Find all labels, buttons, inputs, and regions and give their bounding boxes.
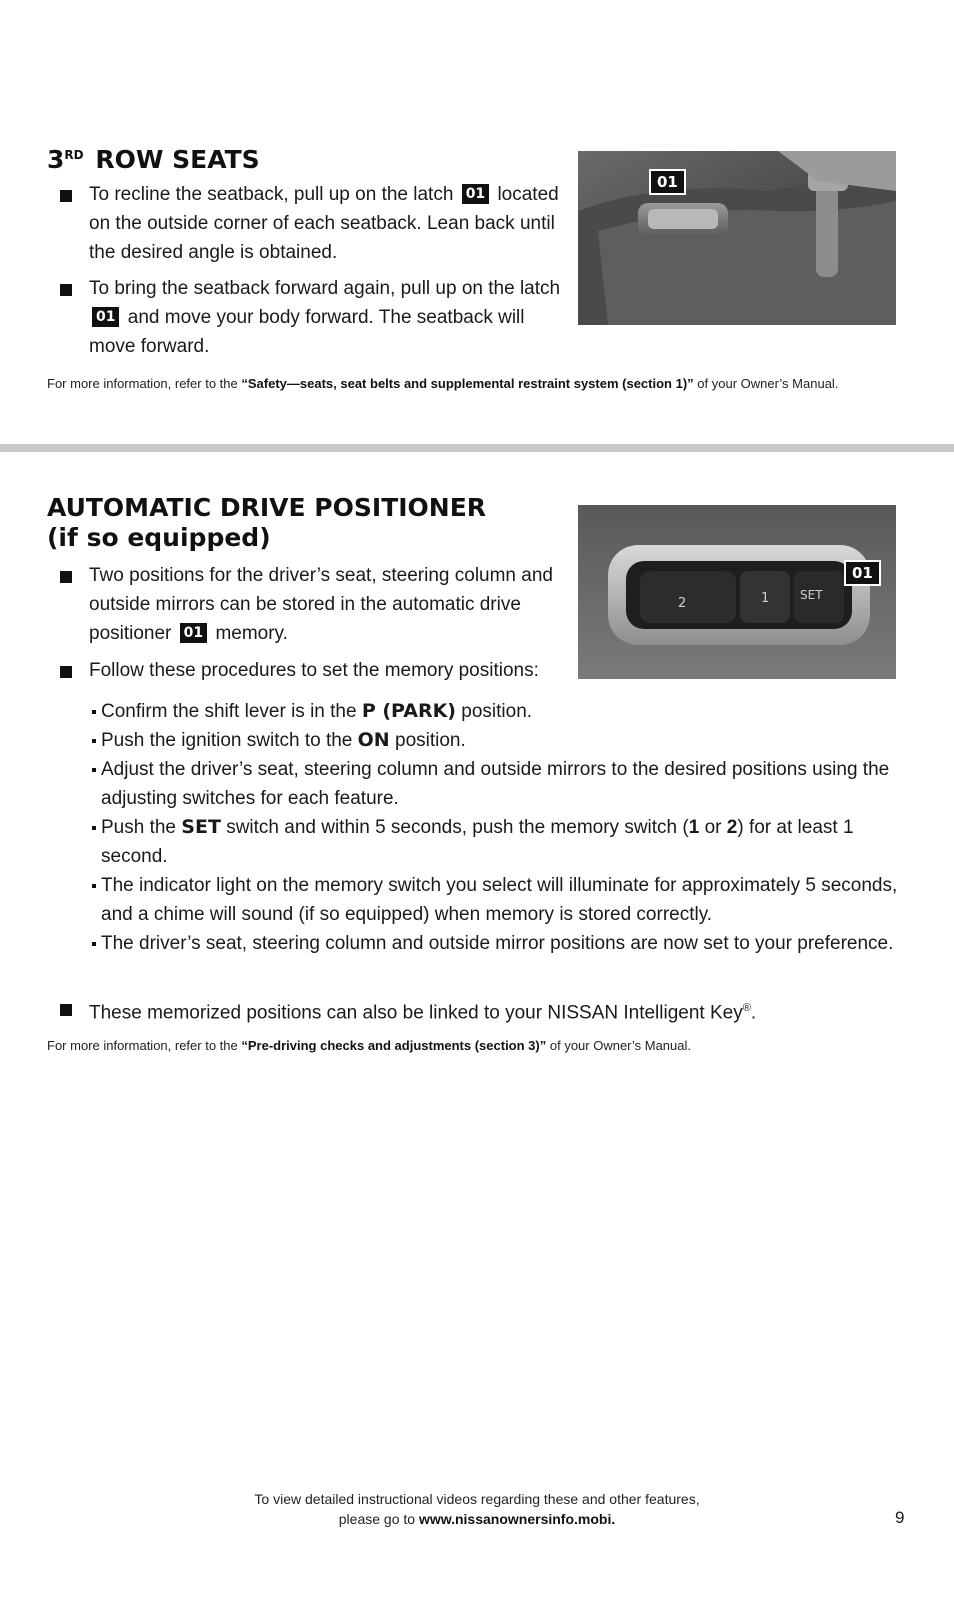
procedure-step	[47, 813, 907, 871]
section2-reference-note	[47, 1037, 897, 1055]
title-rest: ROW SEATS	[95, 145, 260, 174]
procedure-step	[47, 871, 907, 929]
memory-button-2: 2	[678, 596, 687, 611]
registered-mark: ®	[742, 1002, 751, 1014]
sub-bullet	[92, 826, 96, 830]
memory-switch-illustration	[578, 505, 896, 679]
callout-badge: 01	[92, 307, 119, 327]
bullet-square	[60, 284, 72, 296]
list-item	[47, 994, 907, 1027]
footer-line	[177, 1509, 777, 1529]
bullet-square	[60, 571, 72, 583]
sub-bullet	[92, 884, 96, 888]
page-number: 9	[895, 1508, 905, 1527]
footer-website-link[interactable]: www.nissanownersinfo.mobi.	[418, 1511, 616, 1527]
title-line: AUTOMATIC DRIVE POSITIONER	[47, 493, 487, 522]
step-bold: ON	[357, 729, 390, 751]
step-text: The indicator light on the memory switch you select will illuminate for approximately 5 seconds, and a chime will sound (if so equipped) when memory is stored correctly.	[101, 875, 898, 925]
list-item	[47, 656, 557, 685]
procedure-step	[47, 929, 907, 958]
title-superscript: RD	[64, 148, 84, 162]
step-text: position.	[461, 701, 533, 722]
note-text: For more information, refer to the	[47, 1038, 238, 1053]
photo-callout-01: 01	[844, 560, 881, 586]
title-line: (if so equipped)	[47, 523, 271, 552]
step-text: Confirm the shift lever is in the	[101, 701, 357, 722]
step-bold: SET	[181, 816, 221, 838]
seat-latch-illustration	[578, 151, 896, 325]
memory-button-1: 1	[761, 591, 770, 606]
memory-button-set: SET	[800, 588, 823, 602]
section-title-automatic-drive-positioner	[47, 493, 486, 553]
bullet-text: .	[750, 1002, 757, 1024]
step-text: switch and within 5 seconds, push the memory switch (	[226, 817, 689, 838]
step-text: Push the ignition switch to the	[101, 730, 353, 751]
procedure-sub-list	[47, 697, 907, 958]
section-divider	[0, 444, 954, 452]
step-bold: P (PARK)	[361, 700, 456, 722]
memory-switch-photo	[578, 505, 896, 679]
note-reference: “Pre-driving checks and adjustments (section 3)”	[241, 1038, 547, 1053]
bullet-text: located on the outside corner of each seatback. Lean back until the desired angle is obtained.	[89, 184, 559, 263]
sub-bullet	[92, 942, 96, 946]
section1-reference-note	[47, 375, 897, 393]
list-item	[47, 274, 567, 361]
title-number: 3	[47, 145, 65, 174]
step-bold: 2	[726, 817, 738, 838]
section-title-3rd-row-seats	[47, 140, 260, 175]
sub-bullet	[92, 739, 96, 743]
step-text: or	[704, 817, 722, 838]
bullet-text: These memorized positions can also be linked to your NISSAN Intelligent Key	[89, 1002, 743, 1024]
bullet-text: Follow these procedures to set the memory positions:	[89, 660, 539, 681]
bullet-text: Two positions for the driver’s seat, steering column and outside mirrors can be stored in the automatic drive positioner	[89, 565, 553, 644]
list-item	[47, 180, 567, 267]
note-text: of your Owner’s Manual.	[549, 1038, 691, 1053]
footer-note	[177, 1489, 777, 1529]
callout-badge: 01	[180, 623, 207, 643]
section2-final-bullet	[47, 994, 907, 1027]
photo-callout-01: 01	[649, 169, 686, 195]
footer-line: To view detailed instructional videos regarding these and other features,	[254, 1491, 700, 1507]
seat-latch-photo	[578, 151, 896, 325]
list-item	[47, 561, 557, 648]
section1-bullet-list	[47, 180, 567, 361]
footer-text: please go to	[338, 1511, 416, 1527]
sub-bullet	[92, 710, 96, 714]
procedure-step	[47, 755, 907, 813]
note-text: For more information, refer to the	[47, 376, 238, 391]
section2-bullet-list	[47, 561, 557, 685]
note-reference: “Safety—seats, seat belts and supplemental restraint system (section 1)”	[241, 376, 694, 391]
step-bold: 1	[688, 817, 700, 838]
bullet-text: To bring the seatback forward again, pull up on the latch	[89, 278, 561, 299]
step-text: position.	[395, 730, 466, 751]
sub-bullet	[92, 768, 96, 772]
step-text: Adjust the driver’s seat, steering column and outside mirrors to the desired positions using the adjusting switches for each feature.	[101, 759, 890, 809]
step-text: Push the	[101, 817, 176, 838]
step-text: The driver’s seat, steering column and outside mirror positions are now set to your preference.	[101, 933, 894, 954]
step-text: ) for at least 1 second.	[101, 817, 854, 867]
bullet-square	[60, 666, 72, 678]
procedure-step	[47, 697, 907, 726]
bullet-text: To recline the seatback, pull up on the latch	[89, 184, 454, 205]
procedure-step	[47, 726, 907, 755]
note-text: of your Owner’s Manual.	[697, 376, 839, 391]
callout-badge: 01	[462, 184, 489, 204]
bullet-square	[60, 190, 72, 202]
bullet-text: memory.	[215, 623, 288, 644]
bullet-square	[60, 1004, 72, 1016]
bullet-text: and move your body forward. The seatback will move forward.	[89, 307, 525, 357]
